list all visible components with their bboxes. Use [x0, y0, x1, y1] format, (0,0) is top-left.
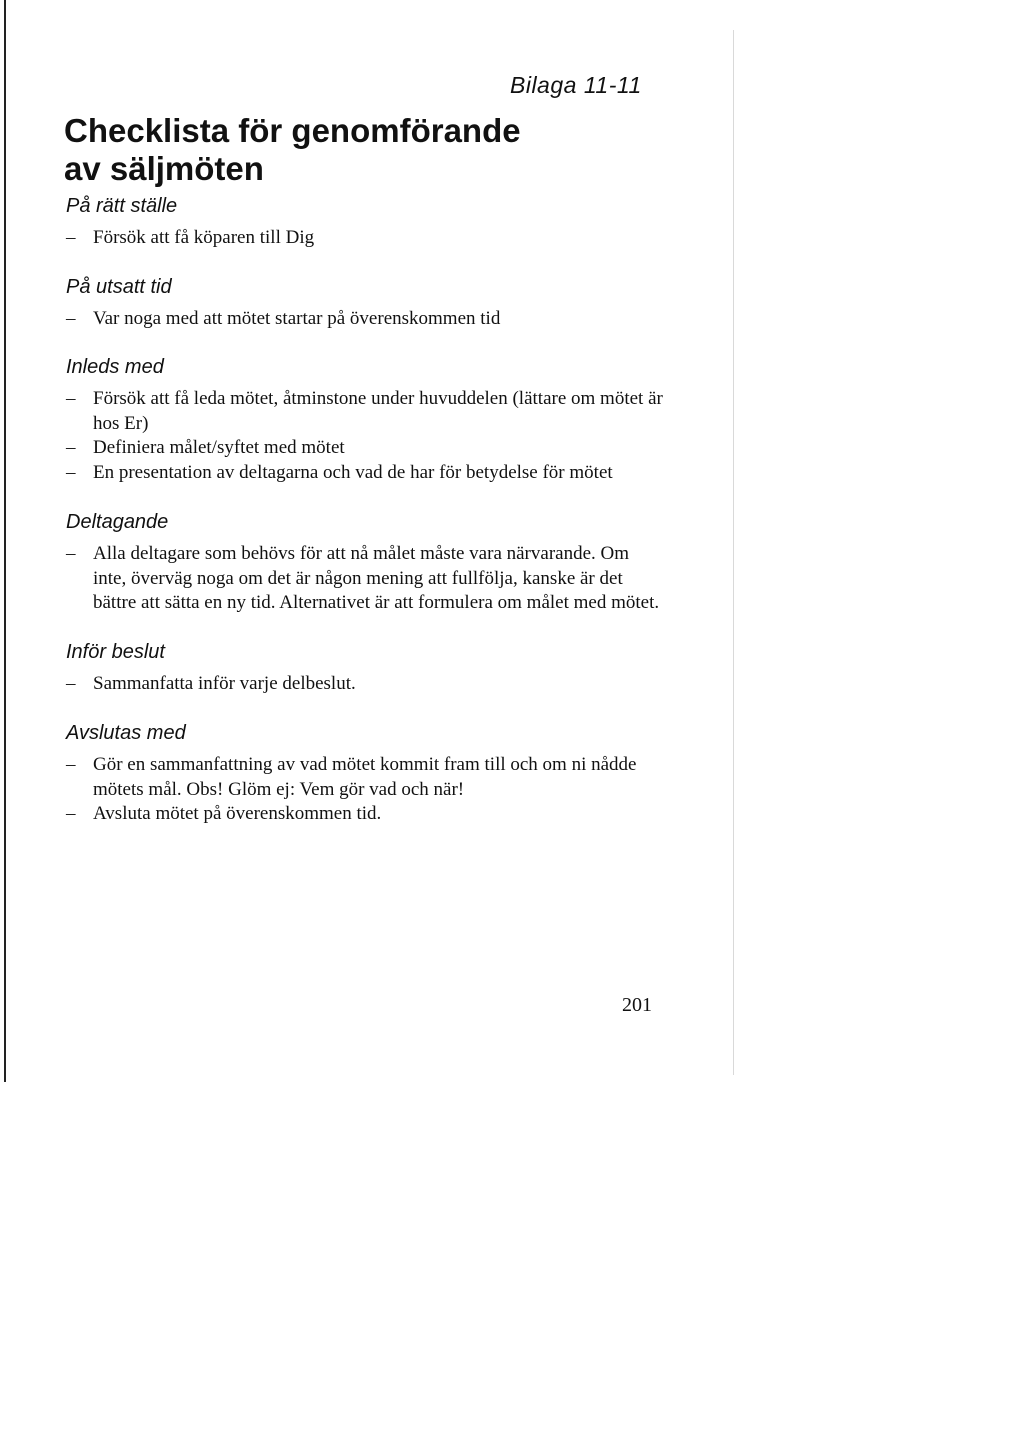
item-text: Försök att få leda mötet, åtminstone under huvuddelen (lättare om mötet är hos Er): [93, 388, 663, 434]
list-item: [66, 753, 666, 802]
section-heading: Inleds med: [66, 356, 164, 378]
item-text: Avsluta mötet på överenskommen tid.: [93, 803, 382, 824]
item-text: Definiera målet/syftet med mötet: [93, 437, 345, 458]
item-list: [66, 542, 666, 616]
dash-bullet: –: [66, 227, 76, 248]
section-heading: Avslutas med: [66, 722, 186, 744]
section-right-place: [66, 193, 666, 251]
item-list: [66, 753, 666, 827]
list-item: [66, 307, 666, 332]
section-before-decision: [66, 639, 666, 697]
item-list: [66, 226, 666, 251]
dash-bullet: –: [66, 754, 76, 775]
document-title: Checklista för genomförande av säljmöten: [64, 112, 521, 187]
list-item: [66, 542, 666, 616]
page-number: 201: [622, 994, 652, 1016]
dash-bullet: –: [66, 461, 76, 483]
dash-bullet: –: [66, 437, 76, 458]
scan-edge-right: [733, 30, 734, 1075]
list-item: [66, 226, 666, 251]
dash-bullet: –: [66, 803, 76, 824]
dash-bullet: –: [66, 543, 76, 564]
item-text: En presentation av deltagarna och vad de har för betydelse för mötet: [93, 461, 613, 483]
section-heading: På rätt ställe: [66, 195, 178, 217]
list-item: [66, 436, 666, 461]
section-on-time: [66, 274, 666, 332]
section-closing: [66, 720, 666, 827]
dash-bullet: –: [66, 672, 76, 694]
item-list: [66, 672, 666, 697]
item-list: [66, 387, 666, 485]
scan-edge-left: [4, 0, 6, 1082]
list-item: [66, 802, 666, 827]
checklist: [66, 193, 666, 827]
appendix-label: Bilaga 11-11: [510, 72, 642, 98]
section-heading: Inför beslut: [66, 640, 165, 663]
section-opening: [66, 354, 666, 485]
list-item: [66, 461, 666, 486]
section-heading: Deltagande: [66, 511, 169, 533]
item-text: Gör en sammanfattning av vad mötet kommit fram till och om ni nådde mötets mål. Obs! Glöm ej: Vem gör vad och när!: [93, 754, 637, 800]
item-text: Försök att få köparen till Dig: [93, 227, 315, 248]
list-item: [66, 672, 666, 697]
item-text: Sammanfatta inför varje delbeslut.: [93, 672, 356, 694]
section-heading: På utsatt tid: [66, 275, 172, 298]
dash-bullet: –: [66, 307, 76, 329]
section-participation: [66, 509, 666, 616]
item-list: [66, 307, 666, 332]
dash-bullet: –: [66, 388, 76, 409]
item-text: Var noga med att mötet startar på överenskommen tid: [93, 307, 501, 329]
list-item: [66, 387, 666, 436]
item-text: Alla deltagare som behövs för att nå målet måste vara närvarande. Om inte, överväg noga om det är någon mening att fullfölja, kanske är det bättre att sätta en ny tid. Alternativet är att formulera om målet med mötet.: [93, 543, 660, 613]
